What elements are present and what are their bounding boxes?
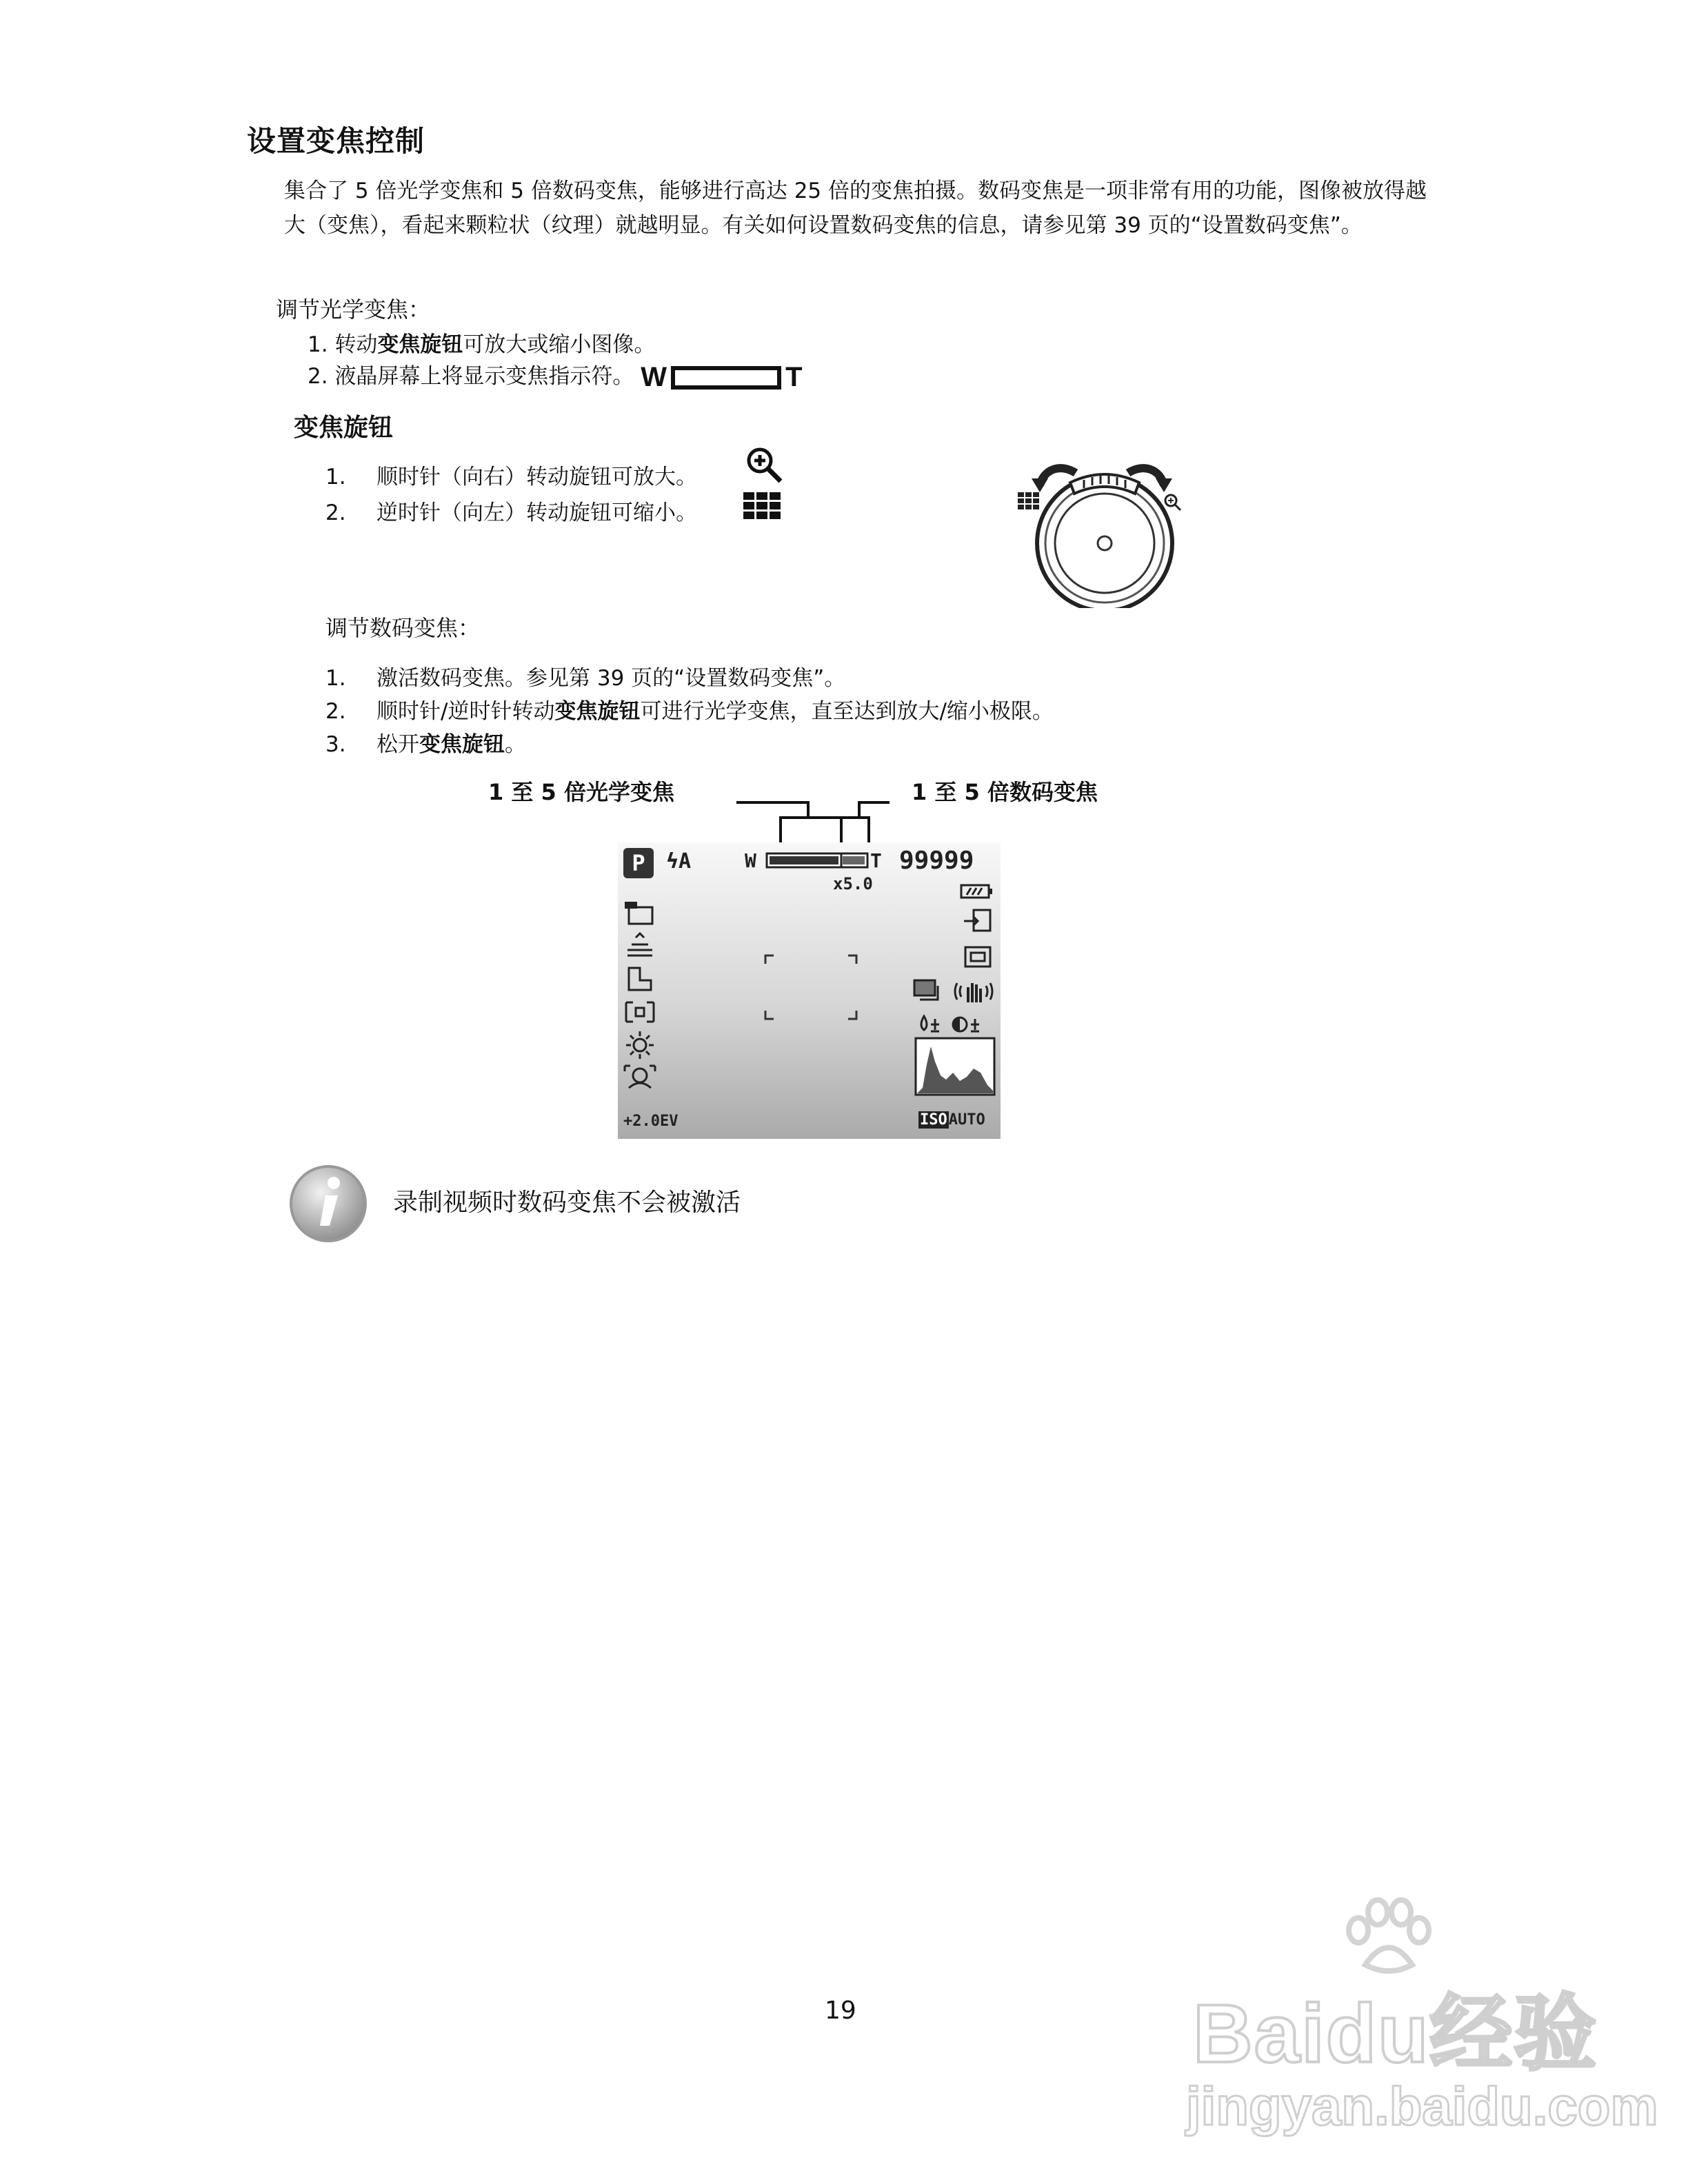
zoom-t-label: T [785,362,803,392]
battery-icon [960,882,994,900]
continuous-shot-icon [913,979,947,1007]
step-number: 1. [325,666,346,691]
iso-value: AUTO [948,1111,985,1129]
sharpness-contrast-icon [917,1012,993,1035]
exposure-value: +2.0EV [623,1113,679,1130]
storage-memory-icon [963,907,993,935]
callout-lines [731,800,896,848]
step-number: 1. [308,332,328,357]
program-mode-icon: P [623,848,654,878]
zoom-indicator [641,362,803,392]
zoom-in-icon [1165,495,1180,510]
paw-logo-icon [1338,1896,1434,1979]
digital-step-2: 2. 顺时针/逆时针转动变焦旋钮可进行光学变焦，直至达到放大/缩小极限。 [325,699,1054,724]
thumbnail-grid-icon [743,492,781,520]
step-number: 1. [325,465,346,489]
quality-icon [625,932,655,960]
zoom-ratio: x5.0 [833,874,873,893]
page-number: 19 [825,1996,856,2025]
metering-icon [625,965,655,993]
step-number: 2. [325,699,346,724]
optical-range-label: 1 至 5 倍光学变焦 [488,779,674,805]
image-size-icon [623,899,656,927]
optical-zoom-heading: 调节光学变焦： [276,296,431,323]
iso-label: ISO [920,1111,947,1129]
step-number: 2. [325,501,346,525]
intro-paragraph: 集合了 5 倍光学变焦和 5 倍数码变焦，能够进行高达 25 倍的变焦拍摄。数码变焦是一项非常有用的功能，图像被放得越大（变焦），看起来颗粒状（纹理）就越明显。有关如何设置数码变焦的信息，请参见第 39 页的“设置数码变焦”。 [284,179,1427,238]
zoom-bar-icon [765,852,869,869]
shots-remaining: 99999 [899,847,974,875]
digital-step-1: 1. 激活数码变焦。参见第 39 页的“设置数码变焦”。 [325,666,846,691]
thumbnail-grid-icon [1018,492,1039,509]
zoom-w-label: W [641,362,667,392]
white-balance-sun-icon [625,1030,655,1060]
stabilizer-hand-icon [952,978,996,1007]
iso-setting [918,1111,985,1129]
watermark-url: jingyan.baidu.com [1186,2076,1658,2136]
flash-auto-icon: ϟA [666,849,692,873]
watermark-brand: Baidu经验 [1193,1988,1598,2080]
face-detection-icon [623,1063,656,1091]
lcd-screen [618,842,1001,1139]
zoom-dial-heading: 变焦旋钮 [294,414,394,442]
info-note-text: 录制视频时数码变焦不会被激活 [393,1189,741,1217]
digital-range-label: 1 至 5 倍数码变焦 [912,779,1098,805]
zoom-optical-fill [770,856,838,865]
dial-step-2: 2. 逆时针（向左）转动旋钮可缩小。 [325,501,697,525]
optical-step-2: 2. 液晶屏幕上将显示变焦指示符。 W T [308,362,803,392]
zoom-digital-fill [843,856,865,865]
focus-area-icon [623,998,656,1026]
zoom-dial-illustration [1012,436,1192,608]
aspect-frame-icon [963,943,993,971]
step-number: 3. [325,732,346,757]
digital-zoom-heading: 调节数码变焦： [325,615,481,641]
dial-step-1: 1. 顺时针（向右）转动旋钮可放大。 [325,465,697,489]
digital-step-3: 3. 松开变焦旋钮。 [325,732,526,757]
zoom-dial-term: 变焦旋钮 [554,699,641,724]
focus-frame [763,953,859,1022]
step-number: 2. [308,364,328,389]
zoom-in-icon [745,445,785,485]
zoom-bar-icon [671,366,781,390]
page-title: 设置变焦控制 [247,124,425,158]
zoom-w-label: W [745,849,756,872]
optical-step-1: 1. 转动变焦旋钮可放大或缩小图像。 [308,332,656,357]
zoom-t-label: T [870,849,882,872]
zoom-dial-term: 变焦旋钮 [419,732,505,757]
histogram [914,1037,996,1096]
zoom-dial-term: 变焦旋钮 [377,332,463,357]
info-icon [287,1162,370,1245]
